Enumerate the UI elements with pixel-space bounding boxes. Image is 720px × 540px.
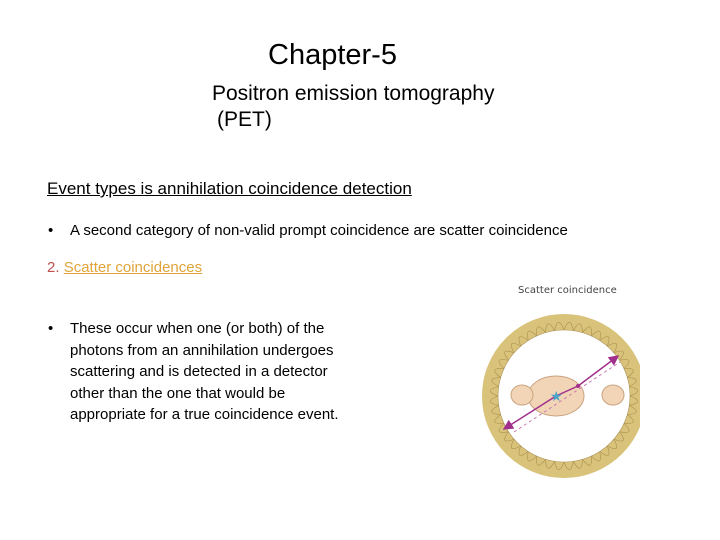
bullet-item-scatter-category <box>47 220 568 242</box>
slide-subtitle <box>212 81 494 133</box>
subsection-number: 2. <box>47 259 60 276</box>
subsection-heading <box>47 258 202 278</box>
scatter-coincidence-figure <box>470 280 640 490</box>
bullet-item-scatter-description <box>47 318 347 426</box>
subtitle-line-2: (PET) <box>217 108 272 131</box>
section-heading: Event types is annihilation coincidence detection <box>47 179 412 198</box>
subsection-title-link[interactable]: Scatter coincidences <box>63 259 203 276</box>
figure-caption: Scatter coincidence <box>518 285 617 296</box>
bullet-dot: • <box>48 222 54 239</box>
patient-arm-right <box>602 385 624 405</box>
bullet-text: These occur when one (or both) of the photons from an annihilation undergoes scattering and is detected in a detector other than the one that would be appropriate for a true coincidence event. <box>70 320 339 423</box>
scatter-diagram <box>470 302 640 490</box>
slide-title: Chapter-5 <box>268 39 397 71</box>
patient-arm-left <box>511 385 533 405</box>
bullet-text: A second category of non-valid prompt coincidence are scatter coincidence <box>70 222 568 239</box>
annihilation-marker-icon: ★ <box>550 389 563 405</box>
subtitle-line-1: Positron emission tomography <box>212 82 495 105</box>
bullet-dot: • <box>48 320 54 337</box>
